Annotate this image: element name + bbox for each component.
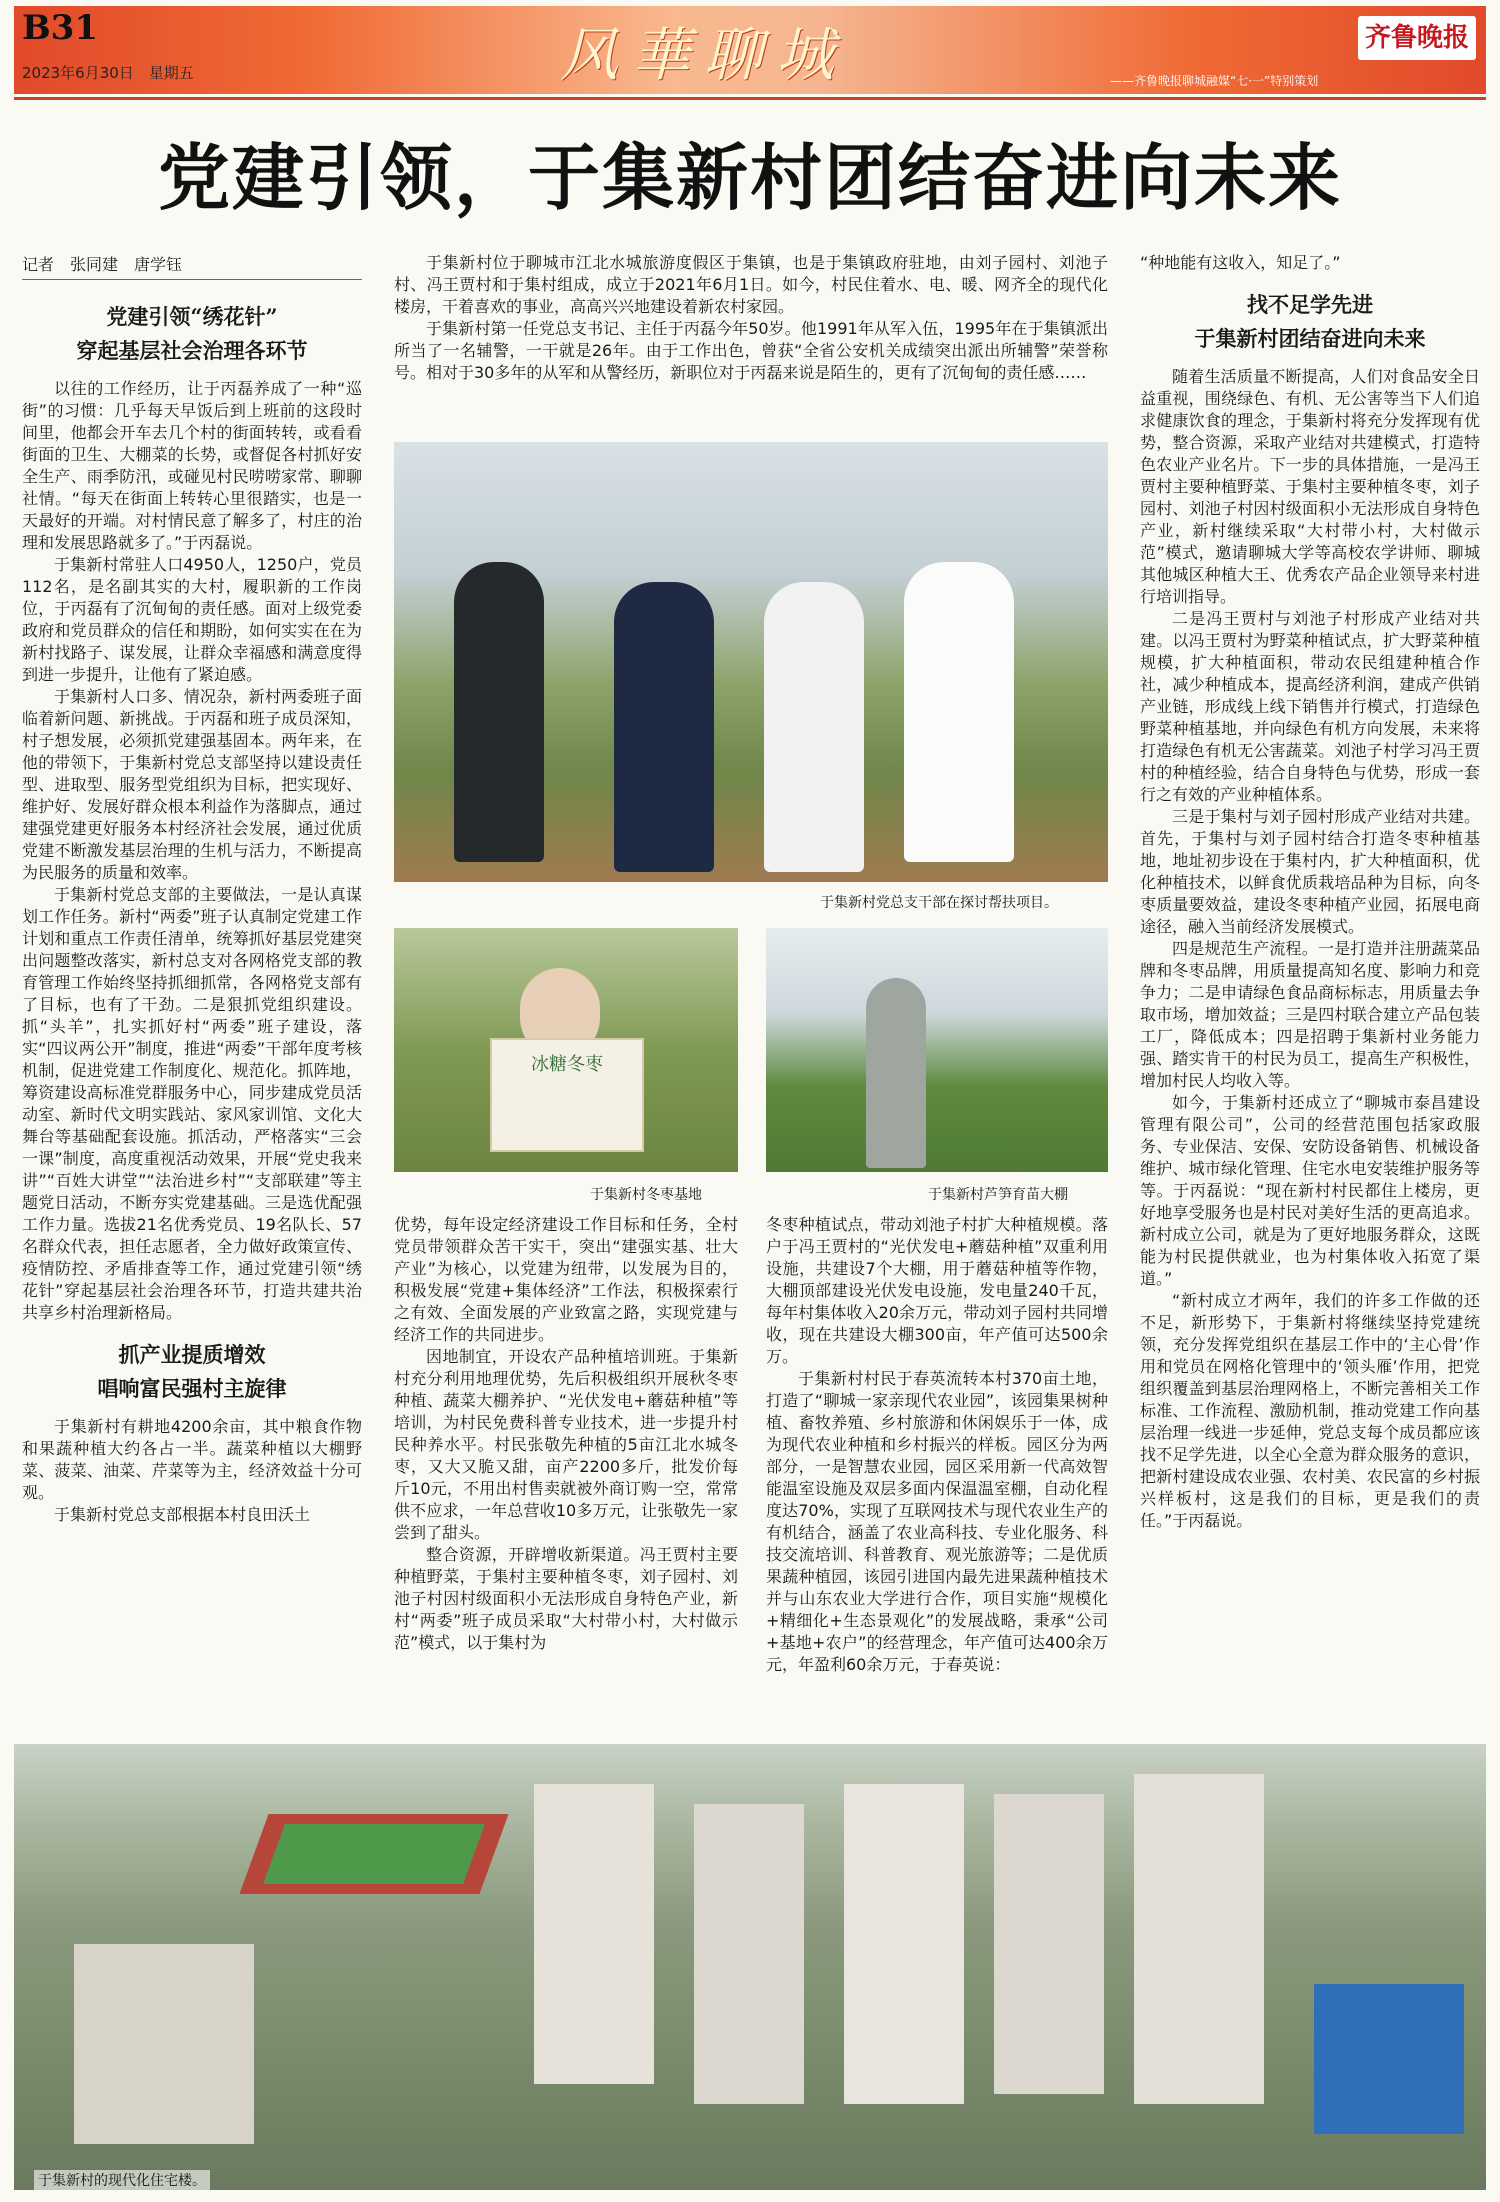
subheading-2 [22, 1338, 362, 1406]
column-3 [766, 1214, 1108, 1676]
building-block [844, 1784, 964, 2104]
paragraph: 三是于集村与刘子园村形成产业结对共建。首先，于集村与刘子园村结合打造冬枣种植基地，地址初步设在于集村内，扩大种植面积，优化种植技术，以鲜食优质栽培品种为目标，向冬枣质量要效益，建设冬枣种植产业园，拓展电商途径，融入当前经济发展模式。 [1140, 807, 1480, 936]
paragraph: 如今，于集新村还成立了“聊城市泰昌建设管理有限公司”，公司的经营范围包括家政服务、专业保洁、安保、安防设备销售、机械设备维护、城市绿化管理、住宅水电安装维护服务等等。于丙磊说：“现在新村村民都住上楼房，更好地享受服务也是村民对美好生活的更高追求。新村成立公司，就是为了更好地服务群众，这既能为村民提供就业，也为村集体收入拓宽了渠道。” [1140, 1093, 1480, 1288]
person-figure [764, 582, 864, 872]
subheading-line: 穿起基层社会治理各环节 [76, 338, 308, 363]
subheading-line: 抓产业提质增效 [118, 1342, 266, 1367]
sports-field [239, 1814, 508, 1894]
right-photo-caption: 于集新村芦笋育苗大棚 [928, 1187, 1068, 1203]
subheading-line: 党建引领“绣花针” [106, 304, 278, 329]
paragraph: 二是冯王贾村与刘池子村形成产业结对共建。以冯王贾村为野菜种植试点，扩大野菜种植规模，扩大种植面积，带动农民组建种植合作社，减少种植成本，提高经济利润，建成产供销产业链，形成线上线下销售并行模式，打造绿色野菜种植基地，并向绿色有机方向发展，未来将打造绿色有机无公害蔬菜。刘池子村学习冯王贾村的种植经验，结合自身特色与优势，形成一套行之有效的产业种植体系。 [1140, 609, 1480, 804]
body-text [22, 378, 362, 1324]
publish-date: 2023年6月30日 星期五 [22, 64, 194, 82]
paragraph: 以往的工作经历，让于丙磊养成了一种“巡街”的习惯：几乎每天早饭后到上班前的这段时间里，他都会开车去几个村的街面转转，或看看街面的卫生、大棚菜的长势，或督促各村抓好安全生产、雨季防汛，或碰见村民唠唠家常、聊聊社情。“每天在街面上转转心里很踏实，也是一天最好的开端。对村情民意了解多了，村庄的治理和发展思路就多了。”于丙磊说。 [22, 379, 362, 552]
main-photo [394, 442, 1108, 882]
paragraph: 于集新村人口多、情况杂，新村两委班子面临着新问题、新挑战。于丙磊和班子成员深知，村子想发展，必须抓党建强基固本。两年来，在他的带领下，于集新村党总支部坚持以建设责任型、进取型、服务型党组织为目标，把实现好、维护好、发展好群众根本利益作为落脚点，通过建强党建更好服务本村经济社会发展，通过优质党建不断激发基层治理的生机与活力，不断提高为民服务的质量和效率。 [22, 687, 362, 882]
column-1 [22, 300, 362, 1526]
body-text [22, 1416, 362, 1526]
paragraph: 于集新村村民于春英流转本村370亩土地，打造了“聊城一家亲现代农业园”，该园集果树种植、畜牧养殖、乡村旅游和休闲娱乐于一体，成为现代农业种植和乡村振兴的样板。园区分为两部分，一是智慧农业园，园区采用新一代高效智能温室设施及双层多面内保温温室棚，自动化程度达70%，实现了互联网技术与现代农业生产的有机结合，涵盖了农业高科技、专业化服务、科技交流培训、科普教育、观光旅游等；二是优质果蔬种植园，该园引进国内最先进果蔬种植技术并与山东农业大学进行合作，项目实施“规模化+精细化+生态景观化”的发展战略，秉承“公司+基地+农户”的经营理念，年产值可达400余万元，年盈利60余万元，于春英说： [766, 1369, 1108, 1674]
jujube-base-photo [394, 928, 738, 1172]
column-4 [1140, 252, 1480, 1532]
subheading-3 [1140, 288, 1480, 356]
intro-text [394, 252, 1108, 384]
building-block [1134, 1774, 1264, 2104]
lead-quote: “种地能有这收入，知足了。” [1140, 253, 1341, 272]
paragraph: 因地制宜，开设农产品种植培训班。于集新村充分利用地理优势，先后积极组织开展秋冬枣种植、蔬菜大棚养护、“光伏发电+蘑菇种植”等培训，为村民免费科普专业技术，进一步提升村民种养水平。村民张敬先种植的5亩江北水城冬枣，又大又脆又甜，亩产2200多斤，批发价每斤10元，不用出村售卖就被外商订购一空，常常供不应求，一年总营收10多万元，让张敬先一家尝到了甜头。 [394, 1347, 738, 1542]
subheading-line: 找不足学先进 [1247, 292, 1373, 317]
blue-roof-market [1314, 1984, 1464, 2134]
paragraph: 于集新村有耕地4200余亩，其中粮食作物和果蔬种植大约各占一半。蔬菜种植以大棚野菜、菠菜、油菜、芹菜等为主，经济效益十分可观。 [22, 1417, 362, 1502]
asparagus-greenhouse-photo [766, 928, 1108, 1172]
building-block [994, 1794, 1104, 2094]
subheading-line: 唱响富民强村主旋律 [97, 1376, 287, 1401]
person-figure [614, 582, 714, 872]
newspaper-logo: 齐鲁晚报 [1358, 16, 1476, 60]
special-feature-note: ——齐鲁晚报聊城融媒“七·一”特别策划 [1110, 74, 1319, 88]
main-photo-caption: 于集新村党总支干部在探讨帮扶项目。 [820, 895, 1058, 911]
section-title: 风華聊城 [560, 21, 849, 89]
left-photo-caption: 于集新村冬枣基地 [590, 1187, 702, 1203]
column-2 [394, 1214, 738, 1654]
paragraph: 于集新村常驻人口4950人，1250户，党员112名，是名副其实的大村，履职新的工作岗位，于丙磊有了沉甸甸的责任感。面对上级党委政府和党员群众的信任和期盼，如何实实在在为新村找路子、谋发展，让群众幸福感和满意度得到进一步提升，让他有了紧迫感。 [22, 555, 362, 684]
paragraph: 于集新村党总支部根据本村良田沃土 [54, 1505, 311, 1524]
building-block [74, 1944, 254, 2144]
person-figure [454, 562, 544, 862]
box-label: 冰糖冬枣 [531, 1054, 603, 1075]
person-figure [904, 562, 1014, 862]
paragraph: 冬枣种植试点，带动刘池子村扩大种植规模。落户于冯王贾村的“光伏发电+蘑菇种植”双重利用设施，共建设7个大棚，用于蘑菇种植等作物，大棚顶部建设光伏发电设施，发电量240千瓦，每年村集体收入20余万元，带动刘子园村共同增收，现在共建设大棚300亩，年产值可达500余万。 [766, 1215, 1108, 1366]
building-block [534, 1784, 654, 2084]
jujube-gift-box [490, 1038, 644, 1152]
byline: 记者 张同建 唐学钰 [22, 252, 362, 280]
body-text [1140, 366, 1480, 1532]
paragraph: 四是规范生产流程。一是打造并注册蔬菜品牌和冬枣品牌，用质量提高知名度、影响力和竞争力；二是申请绿色食品商标标志，用质量去争取市场，增加效益；三是四村联合建立产品包装工厂，降低成本；四是招聘于集新村业务能力强、踏实肯干的村民为员工，提高生产积极性，增加村民人均收入等。 [1140, 939, 1480, 1090]
person-figure [866, 978, 926, 1168]
subheading-1 [22, 300, 362, 368]
paragraph: “新村成立才两年，我们的许多工作做的还不足，新形势下，于集新村将继续坚持党建统领，充分发挥党组织在基层工作中的‘主心骨’作用和党员在网格化管理中的‘领头雁’作用，把党组织覆盖到基层治理网格上，不断完善相关工作标准、工作流程、激励机制，推动党建工作向基层治理一线进一步延伸，党总支每个成员都应该找不足学先进，以全心全意为群众服务的意识，把新村建设成农业强、农村美、农民富的乡村振兴样板村，这是我们的目标，更是我们的责任。”于丙磊说。 [1140, 1291, 1480, 1530]
aerial-residential-photo [14, 1744, 1486, 2190]
paragraph: 于集新村位于聊城市江北水城旅游度假区于集镇，也是于集镇政府驻地，由刘子园村、刘池子村、冯王贾村和于集村组成，成立于2021年6月1日。如今，村民住着水、电、暖、网齐全的现代化楼房，干着喜欢的事业，高高兴兴地建设着新农村家园。 [394, 253, 1108, 316]
article-headline: 党建引领，于集新村团结奋进向未来 [157, 135, 1342, 220]
aerial-photo-caption: 于集新村的现代化住宅楼。 [34, 2170, 210, 2190]
paragraph: 于集新村第一任党总支书记、主任于丙磊今年50岁。他1991年从军入伍，1995年在于集镇派出所当了一名辅警，一干就是26年。由于工作出色，曾获“全省公安机关成绩突出派出所辅警”荣誉称号。相对于30多年的从军和从警经历，新职位对于丙磊来说是陌生的，更有了沉甸甸的责任感…… [394, 319, 1108, 382]
header-divider [14, 97, 1486, 100]
paragraph: 整合资源，开辟增收新渠道。冯王贾村主要种植野菜，于集村主要种植冬枣，刘子园村、刘池子村因村级面积小无法形成自身特色产业，新村“两委”班子成员采取“大村带小村，大村做示范”模式，以于集村为 [394, 1545, 738, 1652]
paragraph: 于集新村党总支部的主要做法，一是认真谋划工作任务。新村“两委”班子认真制定党建工作计划和重点工作责任清单，统筹抓好基层党建突出问题整改落实，新村总支对各网格党支部的教育管理工作始终坚持抓细抓常，各网格党支部有了目标，也有了干劲。二是狠抓党组织建设。抓“头羊”，扎实抓好村“两委”班子建设，落实“四议两公开”制度，推进“两委”干部年度考核机制，促进党建工作制度化、规范化。抓阵地，筹资建设高标准党群服务中心，同步建成党员活动室、新时代文明实践站、家风家训馆、文化大舞台等基础配套设施。抓活动，严格落实“三会一课”制度，高度重视活动效果，开展“党史我来讲”“百姓大讲堂”“法治进乡村”“支部联建”等主题党日活动，不断夯实党建基础。三是选优配强工作力量。选拔21名优秀党员、19名队长、57名群众代表，担任志愿者，全力做好政策宣传、疫情防控、矛盾排查等工作，通过党建引领“绣花针”穿起基层社会治理各环节，打造共建共治共享乡村治理新格局。 [22, 885, 362, 1322]
subheading-line: 于集新村团结奋进向未来 [1194, 326, 1426, 351]
paragraph: 优势，每年设定经济建设工作目标和任务，全村党员带领群众苦干实干，突出“建强实基、壮大产业”为核心，以党建为纽带，以发展为目的，积极发展“党建+集体经济”工作法，积极探索行之有效、全面发展的产业致富之路，实现党建与经济工作的共同进步。 [394, 1215, 738, 1344]
building-block [694, 1804, 804, 2104]
paragraph: 随着生活质量不断提高，人们对食品安全日益重视，围绕绿色、有机、无公害等当下人们追求健康饮食的理念，于集新村将充分发挥现有优势，整合资源，采取产业结对共建模式，打造特色农业产业名片。下一步的具体措施，一是冯王贾村主要种植野菜、于集村主要种植冬枣，刘子园村、刘池子村因村级面积小无法形成自身特色产业，新村继续采取“大村带小村，大村做示范”模式，邀请聊城大学等高校农学讲师、聊城其他城区种植大王、优秀农产品企业领导来村进行培训指导。 [1140, 367, 1480, 606]
page-number: B31 [22, 8, 99, 48]
